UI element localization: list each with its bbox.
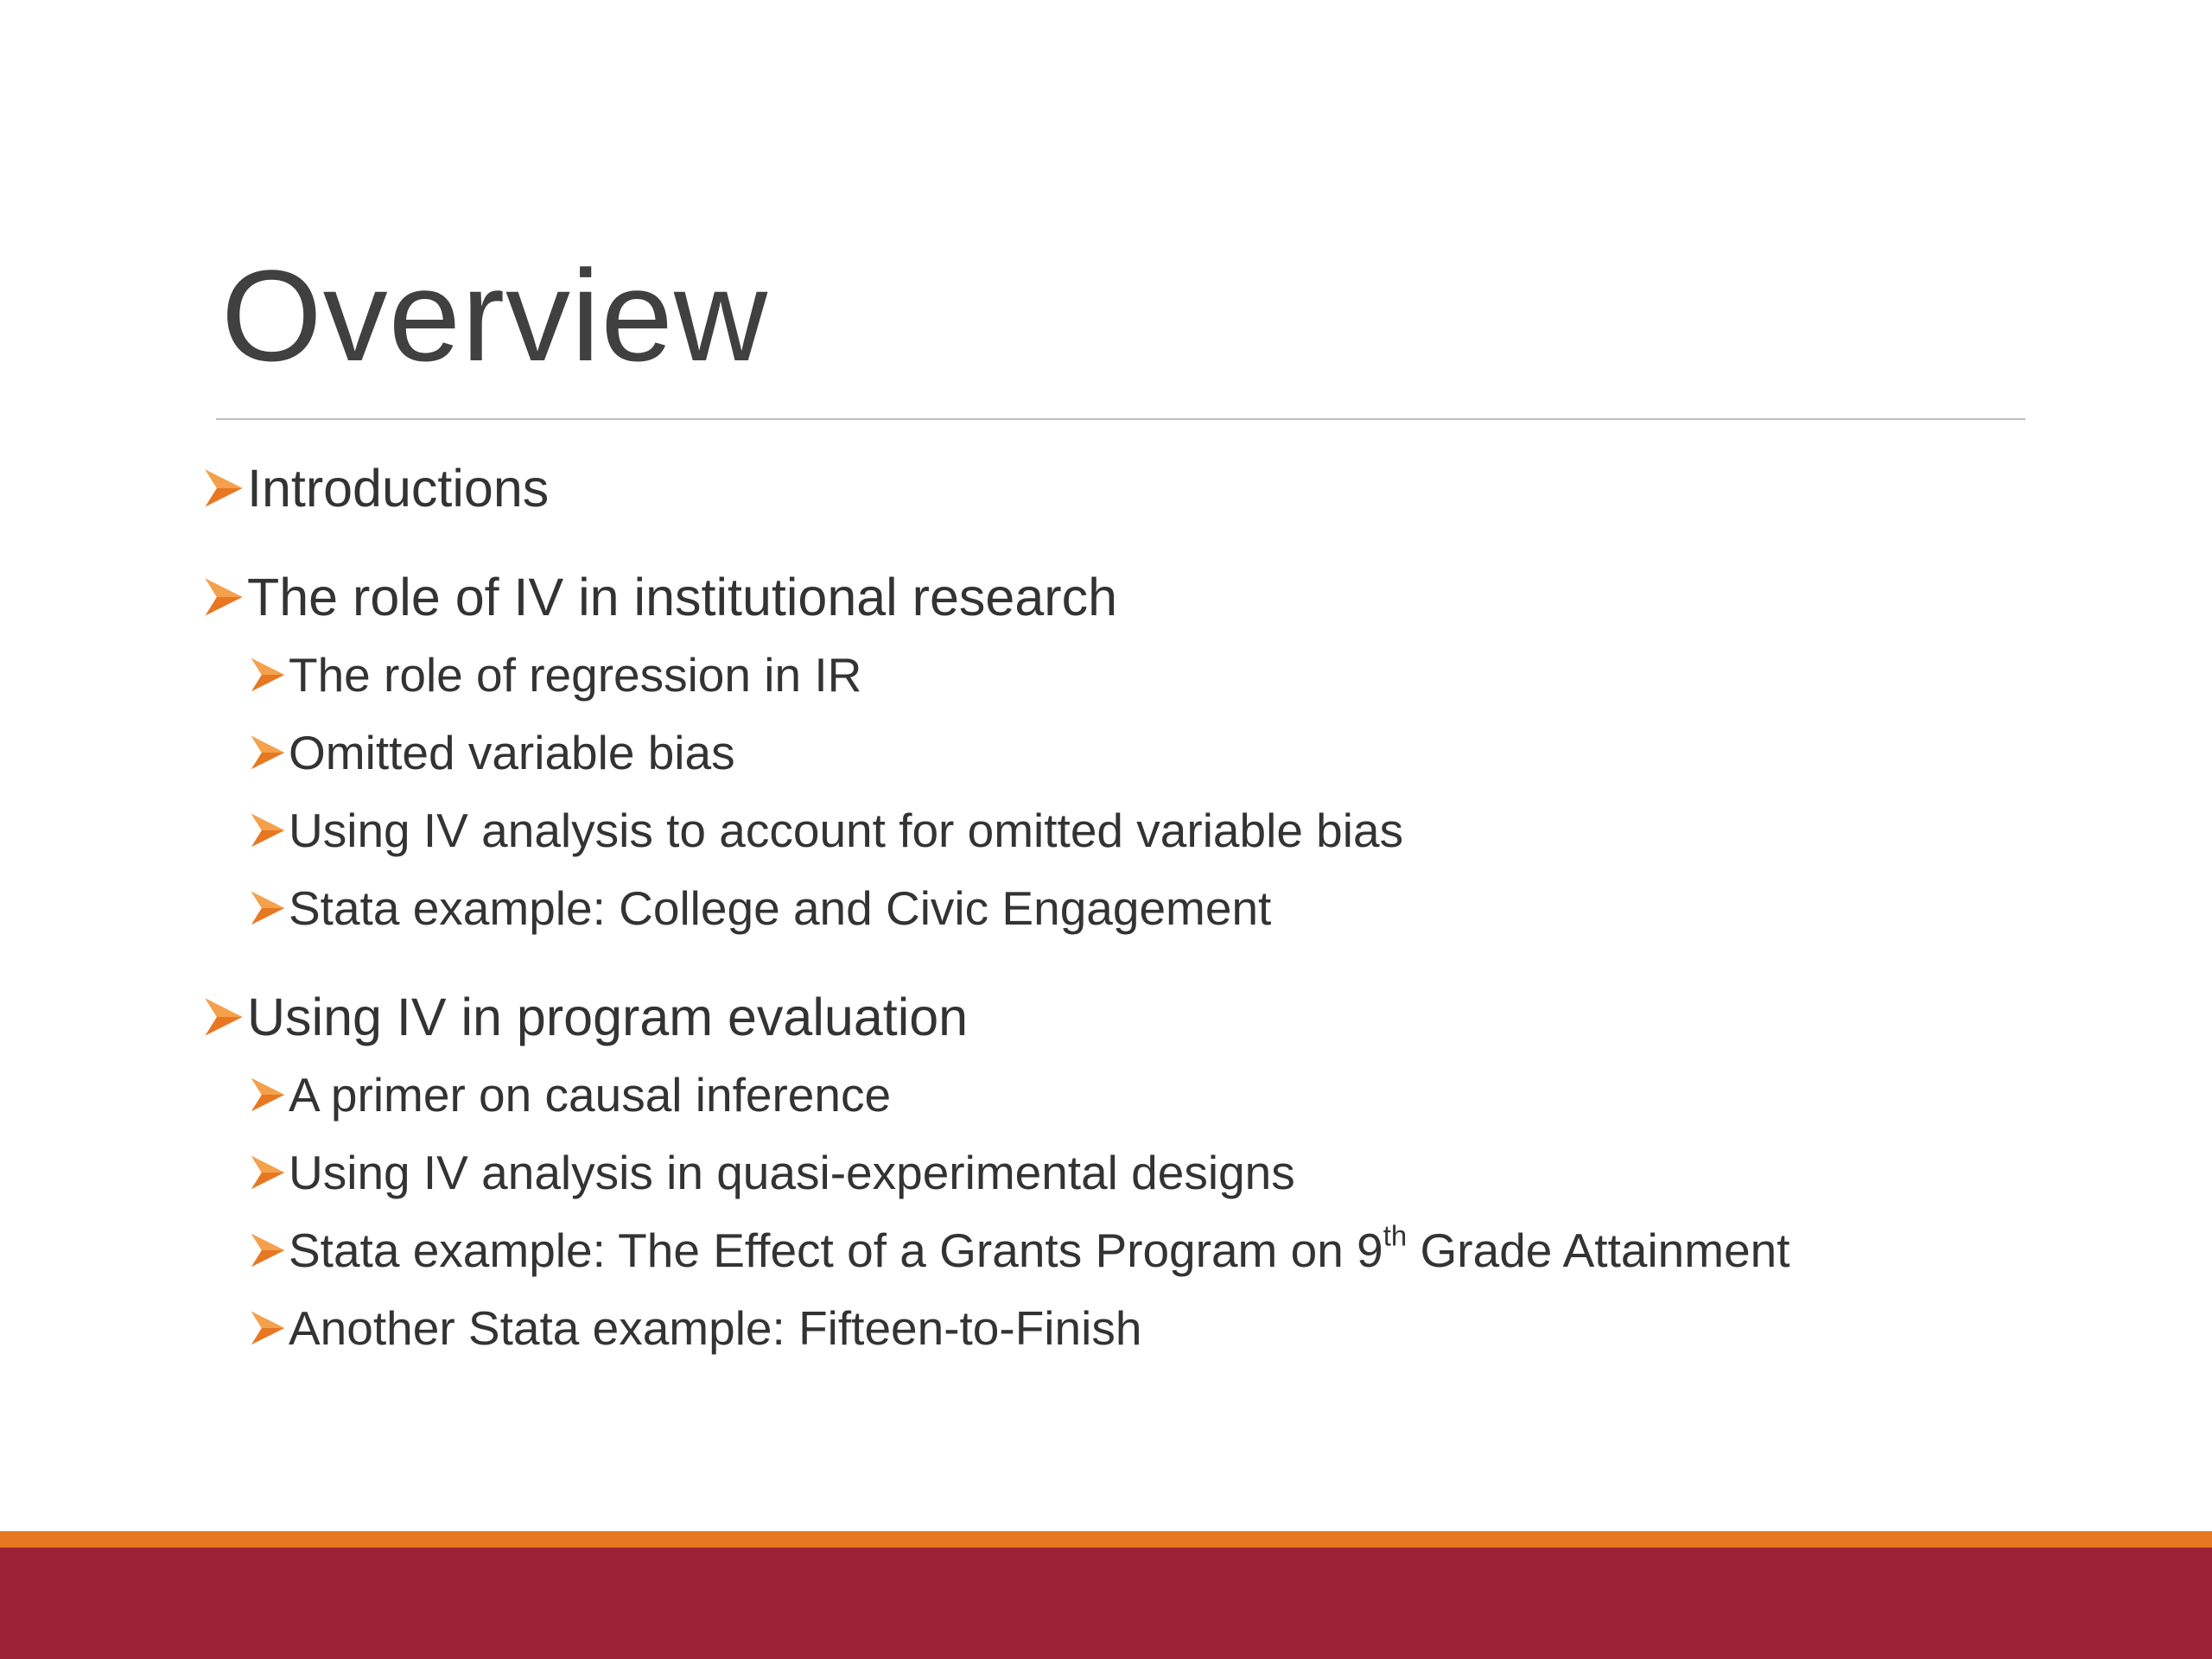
list-item-text: Using IV analysis in quasi-experimental designs [289, 1146, 1295, 1199]
list-item-text: Omitted variable bias [289, 726, 735, 779]
list-item [200, 449, 2058, 527]
list-item-text-before: Stata example: The Effect of a Grants Program on 9 [289, 1224, 1383, 1277]
arrow-bullet-icon [200, 465, 247, 512]
bullet-list [200, 449, 2058, 1367]
list-item-text: The role of regression in IR [289, 648, 862, 702]
arrow-bullet-icon [247, 887, 289, 929]
list-item [200, 791, 2058, 869]
list-item [200, 978, 2058, 1056]
list-item-text: The role of IV in institutional research [247, 568, 1118, 626]
arrow-bullet-icon [247, 654, 289, 696]
list-item-text-after: Grade Attainment [1407, 1224, 1790, 1277]
arrow-bullet-icon [247, 732, 289, 773]
title-divider [216, 418, 2025, 420]
arrow-bullet-icon [200, 994, 247, 1040]
list-item-text: A primer on causal inference [289, 1068, 892, 1122]
arrow-bullet-icon [247, 1074, 289, 1116]
arrow-bullet-icon [247, 1230, 289, 1271]
list-item [200, 1134, 2058, 1211]
list-item [200, 714, 2058, 791]
list-item [200, 1056, 2058, 1134]
list-item [200, 1211, 2058, 1289]
list-item-text: Using IV analysis to account for omitted variable bias [289, 804, 1404, 857]
arrow-bullet-icon [247, 1152, 289, 1193]
list-item-text: Introductions [247, 459, 550, 518]
list-item [200, 1289, 2058, 1367]
footer-bar [0, 1548, 2212, 1659]
arrow-bullet-icon [247, 1307, 289, 1349]
ordinal-superscript: th [1382, 1219, 1408, 1252]
footer-accent-bar [0, 1531, 2212, 1548]
list-item-text: Using IV in program evaluation [247, 988, 969, 1046]
list-item-text [289, 1219, 1790, 1278]
list-item-text: Stata example: College and Civic Engagement [289, 881, 1272, 935]
arrow-bullet-icon [200, 574, 247, 620]
arrow-bullet-icon [247, 810, 289, 851]
list-item [200, 869, 2058, 947]
list-item-text: Another Stata example: Fifteen-to-Finish [289, 1301, 1142, 1355]
list-item [200, 558, 2058, 636]
slide-title: Overview [221, 243, 769, 388]
list-item [200, 636, 2058, 714]
